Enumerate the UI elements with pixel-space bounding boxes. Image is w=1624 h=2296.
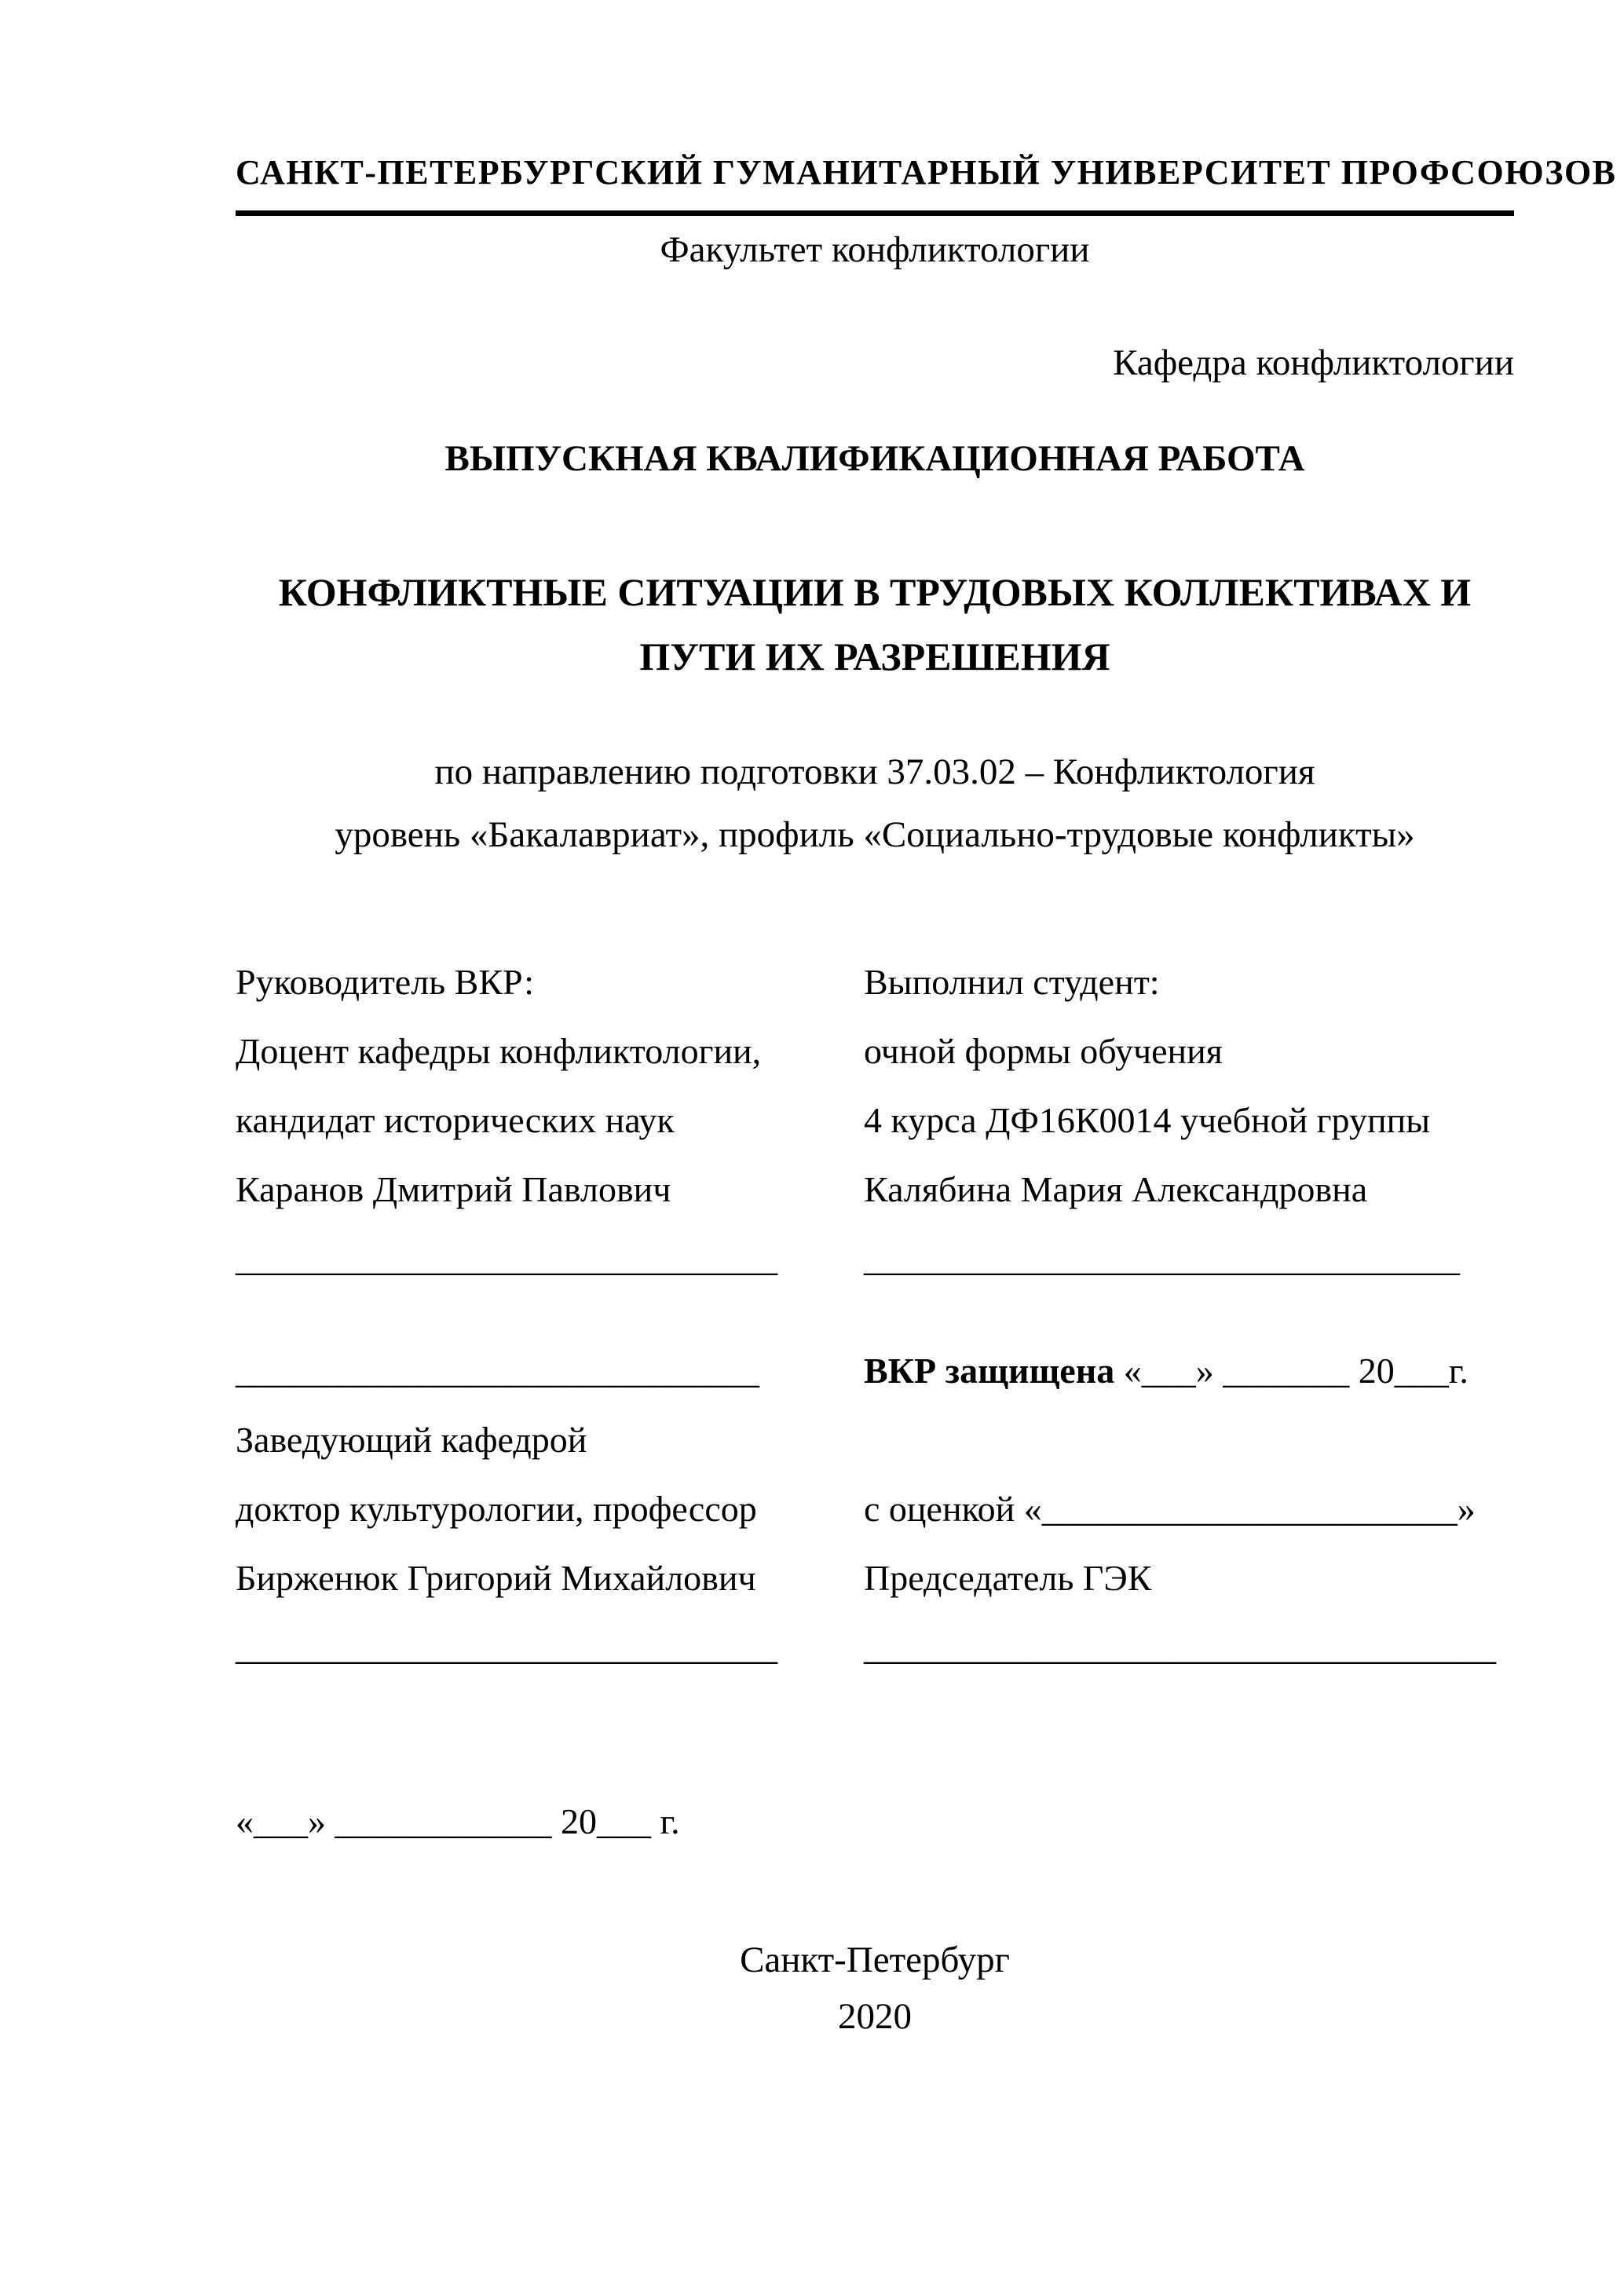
- defense-date-blank: «___» _______ 20___г.: [1114, 1351, 1469, 1391]
- supervisor-student-block: [236, 948, 1514, 1293]
- thesis-title: [236, 560, 1514, 689]
- city: Санкт-Петербург: [740, 1940, 1010, 1980]
- student-study-form: очной формы обучения: [864, 1031, 1223, 1071]
- department-head-column: [236, 1336, 864, 1682]
- defense-empty-line: [864, 1406, 1514, 1475]
- thesis-title-line-1: КОНФЛИКТНЫЕ СИТУАЦИИ В ТРУДОВЫХ КОЛЛЕКТИВАХ И: [278, 570, 1472, 614]
- department-head-label: Заведующий кафедрой: [236, 1420, 587, 1460]
- department-head-signature-line-top: _____________________________: [236, 1351, 759, 1391]
- student-group: 4 курса ДФ16К0014 учебной группы: [864, 1100, 1431, 1140]
- program-direction: по направлению подготовки 37.03.02 – Конфликтология: [434, 751, 1315, 792]
- work-type-heading: ВЫПУСКНАЯ КВАЛИФИКАЦИОННАЯ РАБОТА: [444, 438, 1305, 479]
- department-name: Кафедра конфликтологии: [1113, 342, 1514, 383]
- department-head-signature-line-bottom: ______________________________: [236, 1627, 777, 1667]
- supervisor-label: Руководитель ВКР:: [236, 962, 535, 1002]
- student-column: [864, 948, 1514, 1293]
- defense-grade-line: с оценкой «_______________________»: [864, 1489, 1476, 1529]
- faculty-name: Факультет конфликтологии: [660, 229, 1090, 270]
- student-label: Выполнил студент:: [864, 962, 1160, 1002]
- defense-column: [864, 1336, 1514, 1682]
- department-head-degree: доктор культурологии, профессор: [236, 1489, 757, 1529]
- supervisor-degree: кандидат исторических наук: [236, 1100, 675, 1140]
- defense-label: ВКР защищена: [864, 1351, 1115, 1391]
- student-signature-line: _________________________________: [864, 1238, 1460, 1278]
- thesis-title-line-2: ПУТИ ИХ РАЗРЕШЕНИЯ: [639, 634, 1110, 678]
- student-name: Калябина Мария Александровна: [864, 1169, 1368, 1209]
- supervisor-signature-line: ______________________________: [236, 1238, 777, 1278]
- supervisor-column: [236, 948, 864, 1293]
- defense-chairman: Председатель ГЭК: [864, 1558, 1152, 1598]
- defense-signature-line: ___________________________________: [864, 1627, 1496, 1667]
- supervisor-position: Доцент кафедры конфликтологии,: [236, 1031, 762, 1071]
- supervisor-name: Каранов Дмитрий Павлович: [236, 1169, 671, 1209]
- header-divider-rule: [236, 210, 1514, 216]
- department-head-defense-block: [236, 1336, 1514, 1682]
- year: 2020: [838, 1996, 912, 2037]
- university-name: САНКТ-ПЕТЕРБУРГСКИЙ ГУМАНИТАРНЫЙ УНИВЕРСИТЕТ ПРОФСОЮЗОВ: [236, 153, 1617, 192]
- defense-date-line: [864, 1336, 1514, 1406]
- approval-date-blank: «___» ____________ 20___ г.: [236, 1801, 680, 1841]
- program-level-profile: уровень «Бакалавриат», профиль «Социально-трудовые конфликты»: [335, 814, 1415, 855]
- program-info: [236, 740, 1514, 866]
- department-head-name: Бирженюк Григорий Михайлович: [236, 1558, 756, 1598]
- city-year-block: [236, 1932, 1514, 2045]
